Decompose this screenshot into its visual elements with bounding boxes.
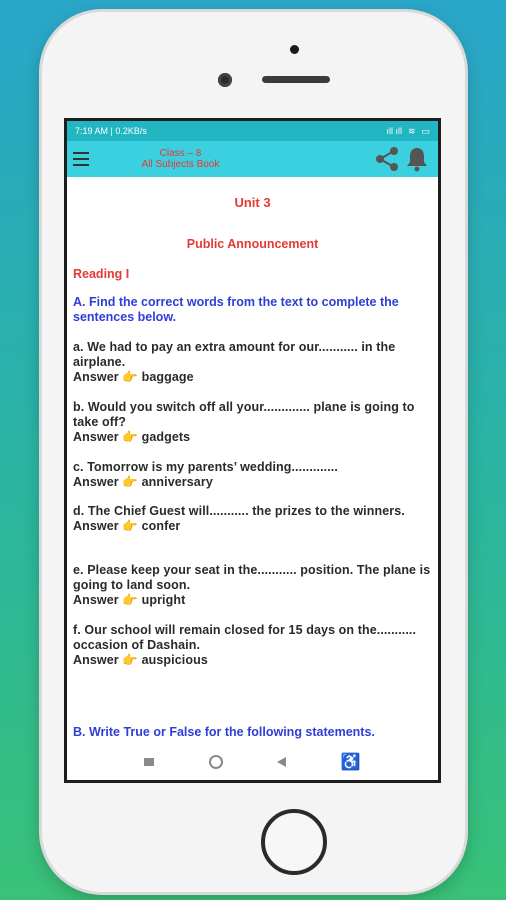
question-item: [73, 563, 432, 608]
section-a-instruction: A. Find the correct words from the text to complete the sentences below.: [73, 295, 399, 324]
pointing-hand-icon: 👉: [122, 475, 139, 489]
question-item: [73, 623, 432, 668]
question-text: c. Tomorrow is my parents’ wedding.............: [73, 460, 338, 474]
unit-heading: Unit 3: [234, 195, 271, 210]
content-area: [67, 177, 438, 740]
section-b-instruction: B. Write True or False for the following statements.: [73, 725, 375, 739]
question-text: e. Please keep your seat in the........... position. The plane is going to land soon.: [73, 563, 431, 592]
question-item: [73, 400, 432, 445]
pointing-hand-icon: 👉: [122, 653, 139, 667]
topic-heading: Public Announcement: [186, 237, 319, 251]
question-text: d. The Chief Guest will........... the prizes to the winners.: [73, 504, 405, 518]
pointing-hand-icon: 👉: [122, 370, 139, 384]
answer-label: Answer: [73, 653, 119, 667]
question-item: [73, 460, 432, 490]
pointing-hand-icon: 👉: [122, 593, 139, 607]
answer-label: Answer: [73, 430, 119, 444]
app-title: [64, 148, 372, 170]
pointing-hand-icon: 👉: [122, 430, 139, 444]
status-time: 7:19 AM | 0.2KB/s: [75, 126, 147, 136]
pointing-hand-icon: 👉: [122, 519, 139, 533]
title-subtitle: All Subjects Book: [141, 159, 220, 170]
answer-value: confer: [141, 519, 181, 533]
title-class: Class – 8: [159, 148, 202, 159]
recent-apps-icon[interactable]: [144, 758, 154, 766]
app-toolbar: [67, 141, 438, 177]
home-button[interactable]: [261, 809, 327, 875]
battery-icon: ▭: [421, 125, 430, 136]
app-screen: [64, 118, 441, 783]
answer-value: anniversary: [141, 475, 213, 489]
answer-line: [73, 475, 432, 490]
answer-line: [73, 370, 432, 385]
back-icon[interactable]: [277, 757, 286, 767]
proximity-sensor: [290, 45, 299, 54]
wifi-icon: ≋: [407, 125, 416, 136]
answer-label: Answer: [73, 519, 119, 533]
share-icon[interactable]: [372, 144, 402, 174]
front-camera: [218, 73, 232, 87]
question-item: [73, 340, 432, 385]
answer-line: [73, 593, 432, 608]
status-bar: [67, 121, 438, 141]
home-nav-icon[interactable]: [209, 755, 223, 769]
question-text: b. Would you switch off all your............. plane is going to take off?: [73, 400, 415, 429]
android-nav-bar: [67, 744, 438, 780]
earpiece-speaker: [262, 76, 330, 83]
signal-icon: ıll ıll: [386, 126, 402, 136]
answer-value: upright: [141, 593, 186, 607]
answer-line: [73, 430, 432, 445]
answer-label: Answer: [73, 370, 119, 384]
answer-line: [73, 519, 432, 534]
accessibility-icon[interactable]: ♿: [340, 754, 361, 771]
answer-label: Answer: [73, 475, 119, 489]
question-item: [73, 504, 432, 534]
status-icons: [386, 126, 430, 137]
answer-label: Answer: [73, 593, 119, 607]
answer-value: baggage: [141, 370, 194, 384]
question-text: f. Our school will remain closed for 15 days on the........... occasion of Dashain.: [73, 623, 417, 652]
answer-line: [73, 653, 432, 668]
answer-value: auspicious: [141, 653, 208, 667]
reading-heading: Reading I: [73, 267, 130, 281]
notification-bell-icon[interactable]: [402, 144, 432, 174]
answer-value: gadgets: [141, 430, 191, 444]
question-text: a. We had to pay an extra amount for our........... in the airplane.: [73, 340, 396, 369]
